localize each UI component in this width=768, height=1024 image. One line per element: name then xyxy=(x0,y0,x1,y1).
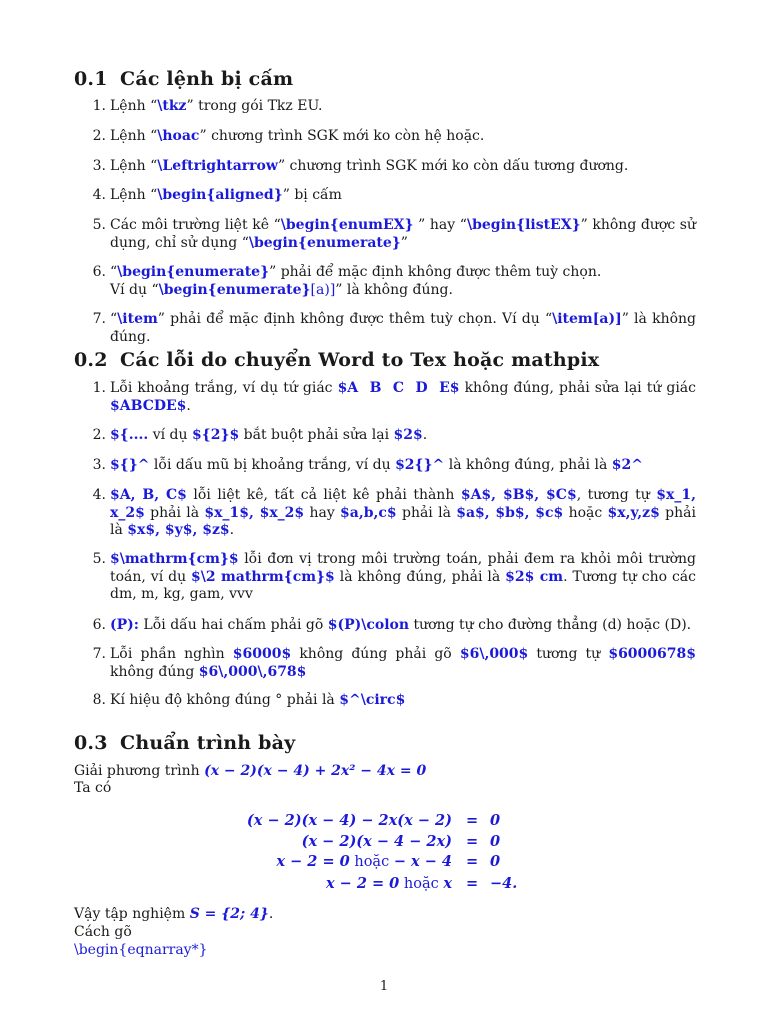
page-number: 1 xyxy=(379,979,389,994)
equation-op: = xyxy=(466,833,479,850)
equation-op: = xyxy=(466,812,479,829)
list-item: 4. Lệnh “\begin{aligned}” bị cấm xyxy=(92,187,342,203)
equation-lhs: x − 2 = 0 hoặc − x − 4 xyxy=(276,853,452,870)
section-heading-0-1: 0.1 Các lệnh bị cấm xyxy=(74,68,294,90)
list-item: 5. Các môi trường liệt kê “\begin{enumEX} ” hay “\begin{listEX}” không được sử dụng, chỉ sử dụng “\begin{enumerate}” xyxy=(92,217,696,251)
list-item: 5. $\mathrm{cm}$ lỗi đơn vị trong môi trường toán, phải đem ra khỏi môi trường toán, ví dụ $\2 mathrm{cm}$ là không đúng, phải là $2$ cm. Tương tự cho các dm, m, kg, gam, vvv xyxy=(92,551,696,603)
list-item: 3. Lệnh “\Leftrightarrow” chương trình SGK mới ko còn dấu tương đương. xyxy=(92,158,629,174)
equation-rhs: 0 xyxy=(490,812,501,829)
list-item: 6. “\begin{enumerate}” phải để mặc định không được thêm tuỳ chọn. Ví dụ “\begin{enumerate}[a)]” là không đúng. xyxy=(92,264,602,298)
equation-lhs: (x − 2)(x − 4 − 2x) xyxy=(301,833,452,850)
equation-rhs: 0 xyxy=(490,853,501,870)
list-item: 1. Lỗi khoảng trắng, ví dụ tứ giác $A B C D E$ không đúng, phải sửa lại tứ giác $ABCDE$. xyxy=(92,380,696,414)
list-item: 8. Kí hiệu độ không đúng ° phải là $^\circ$ xyxy=(92,692,406,708)
paragraph-cach-go: Cách gõ xyxy=(74,924,132,940)
paragraph-solve-equation: Giải phương trình (x − 2)(x − 4) + 2x² − 4x = 0 xyxy=(74,763,427,779)
section-heading-0-3: 0.3 Chuẩn trình bày xyxy=(74,732,296,754)
list-item: 2. Lệnh “\hoac” chương trình SGK mới ko còn hệ hoặc. xyxy=(92,128,485,144)
list-item: 1. Lệnh “\tkz” trong gói Tkz EU. xyxy=(92,98,323,114)
equation-lhs: x − 2 = 0 hoặc x xyxy=(325,875,452,892)
equation-op: = xyxy=(466,853,479,870)
equation-rhs: −4. xyxy=(490,875,518,892)
list-item: 2. ${.... ví dụ ${2}$ bắt buột phải sửa lại $2$. xyxy=(92,427,428,443)
paragraph-ta-co: Ta có xyxy=(74,780,112,796)
equation-op: = xyxy=(466,875,479,892)
equation-rhs: 0 xyxy=(490,833,501,850)
paragraph-solution-set: Vậy tập nghiệm S = {2; 4}. xyxy=(74,906,274,922)
code-begin-eqnarray: \begin{eqnarray*} xyxy=(74,942,208,958)
section-heading-0-2: 0.2 Các lỗi do chuyển Word to Tex hoặc mathpix xyxy=(74,349,600,371)
list-item: 3. ${}^ lỗi dấu mũ bị khoảng trắng, ví dụ $2{}^ là không đúng, phải là $2^ xyxy=(92,457,643,473)
list-item: 6. (P): Lỗi dấu hai chấm phải gõ $(P)\colon tương tự cho đường thẳng (d) hoặc (D). xyxy=(92,617,692,633)
list-item: 7. “\item” phải để mặc định không được thêm tuỳ chọn. Ví dụ “\item[a)]” là không đúng. xyxy=(92,311,696,345)
equation-lhs: (x − 2)(x − 4) − 2x(x − 2) xyxy=(246,812,452,829)
list-item: 4. $A, B, C$ lỗi liệt kê, tất cả liệt kê phải thành $A$, $B$, $C$, tương tự $x_1, x_2$ phải là $x_1$, $x_2$ hay $a,b,c$ phải là $a$, $b$, $c$ hoặc $x,y,z$ phải là $x$, $y$, $z$. xyxy=(92,487,696,539)
list-item: 7. Lỗi phần nghìn $6000$ không đúng phải gõ $6\,000$ tương tự $6000678$ không đúng $6\,000\,678$ xyxy=(92,646,696,680)
